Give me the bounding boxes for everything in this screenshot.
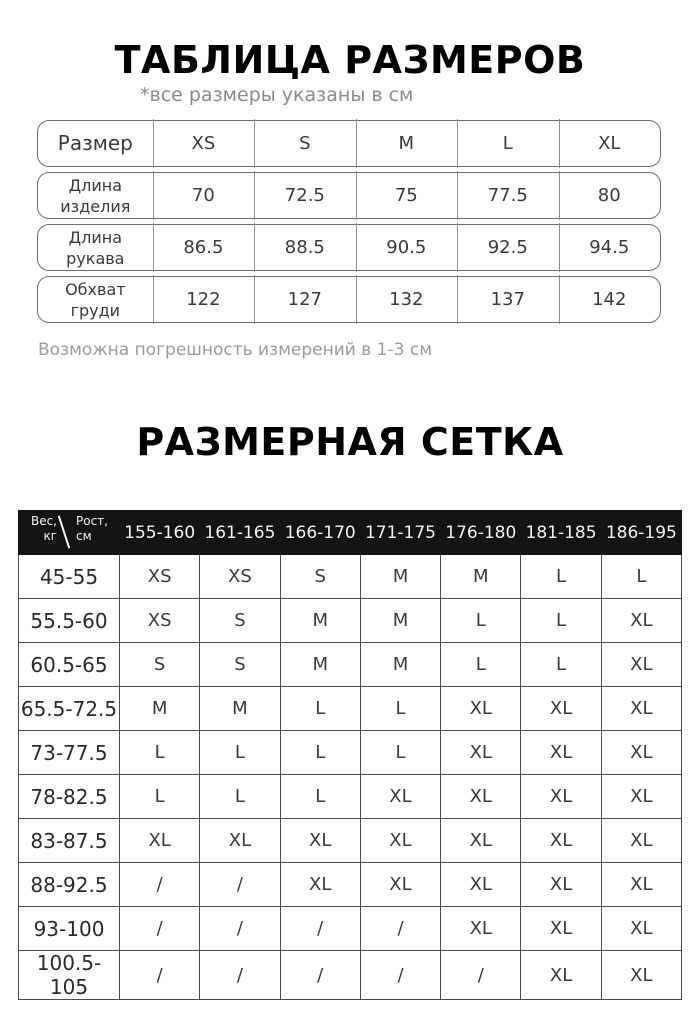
size-cell: / xyxy=(360,907,440,951)
size-cell: M xyxy=(360,555,440,599)
size-header-cell: M xyxy=(356,133,457,154)
size-table-title: ТАБЛИЦА РАЗМЕРОВ xyxy=(114,38,586,82)
table-row xyxy=(19,819,682,863)
size-cell: / xyxy=(200,951,280,1000)
size-cell: L xyxy=(521,555,601,599)
size-cell: XL xyxy=(521,775,601,819)
height-column-header: 186-195 xyxy=(601,511,681,555)
row-cell: 80 xyxy=(559,185,660,206)
size-cell: / xyxy=(120,863,200,907)
size-cell: XL xyxy=(521,731,601,775)
size-cell: L xyxy=(120,731,200,775)
size-grid-header-row xyxy=(19,511,682,555)
row-cell: 72.5 xyxy=(254,185,355,206)
size-table-row-chest xyxy=(37,276,661,323)
size-cell: XL xyxy=(280,819,360,863)
row-label: Длина изделия xyxy=(60,175,131,216)
size-cell: XL xyxy=(360,819,440,863)
size-grid-title: РАЗМЕРНАЯ СЕТКА xyxy=(136,420,564,464)
size-cell: XL xyxy=(601,951,681,1000)
row-cell: 94.5 xyxy=(559,237,660,258)
size-cell: / xyxy=(200,863,280,907)
size-table-row-sleeve xyxy=(37,224,661,271)
size-cell: L xyxy=(360,731,440,775)
size-cell: S xyxy=(200,643,280,687)
size-cell: L xyxy=(200,731,280,775)
size-cell: L xyxy=(441,599,521,643)
size-cell: XL xyxy=(200,819,280,863)
row-cell: 132 xyxy=(356,289,457,310)
height-column-header: 176-180 xyxy=(441,511,521,555)
size-cell: M xyxy=(360,643,440,687)
row-cell: 86.5 xyxy=(153,237,254,258)
size-cell: S xyxy=(200,599,280,643)
size-header-cell: S xyxy=(254,133,355,154)
table-row xyxy=(19,775,682,819)
size-cell: XL xyxy=(601,599,681,643)
weight-cell: 93-100 xyxy=(19,907,120,951)
height-column-header: 181-185 xyxy=(521,511,601,555)
size-cell: XS xyxy=(200,555,280,599)
size-cell: XL xyxy=(521,819,601,863)
table-row xyxy=(19,907,682,951)
size-cell: / xyxy=(280,907,360,951)
size-cell: M xyxy=(200,687,280,731)
size-cell: XL xyxy=(441,907,521,951)
size-cell: L xyxy=(280,731,360,775)
row-cell: 127 xyxy=(254,289,355,310)
size-cell: XL xyxy=(521,951,601,1000)
size-cell: XL xyxy=(601,687,681,731)
height-axis-label: Рост, см xyxy=(76,514,108,543)
height-column-header: 161-165 xyxy=(200,511,280,555)
size-header-cell: L xyxy=(457,133,558,154)
row-cell: 70 xyxy=(153,185,254,206)
size-cell: XL xyxy=(601,643,681,687)
size-cell: L xyxy=(601,555,681,599)
size-cell: S xyxy=(280,555,360,599)
size-cell: XL xyxy=(601,819,681,863)
size-cell: XL xyxy=(601,731,681,775)
size-header-cell: XS xyxy=(153,133,254,154)
size-cell: XL xyxy=(280,863,360,907)
size-cell: XL xyxy=(521,863,601,907)
size-cell: M xyxy=(280,643,360,687)
size-cell: XL xyxy=(360,863,440,907)
weight-cell: 88-92.5 xyxy=(19,863,120,907)
size-cell: XL xyxy=(601,775,681,819)
row-cell: 142 xyxy=(559,289,660,310)
size-cell: / xyxy=(120,951,200,1000)
size-cell: M xyxy=(360,599,440,643)
size-table-header-row xyxy=(37,120,661,167)
table-row xyxy=(19,687,682,731)
size-cell: L xyxy=(441,643,521,687)
weight-cell: 60.5-65 xyxy=(19,643,120,687)
size-cell: L xyxy=(280,687,360,731)
size-cell: L xyxy=(120,775,200,819)
row-label: Длина рукава xyxy=(66,227,125,268)
size-cell: XL xyxy=(441,775,521,819)
weight-axis-label: Вес, кг xyxy=(30,514,57,543)
corner-header xyxy=(19,511,120,555)
weight-cell: 100.5-105 xyxy=(19,951,120,1000)
size-cell: M xyxy=(441,555,521,599)
size-cell: L xyxy=(280,775,360,819)
size-cell: S xyxy=(120,643,200,687)
row-cell: 88.5 xyxy=(254,237,355,258)
table-row xyxy=(19,555,682,599)
size-cell: L xyxy=(521,643,601,687)
size-cell: XL xyxy=(120,819,200,863)
size-cell: / xyxy=(120,907,200,951)
size-cell: XS xyxy=(120,599,200,643)
size-cell: XL xyxy=(360,775,440,819)
size-cell: / xyxy=(360,951,440,1000)
table-row xyxy=(19,643,682,687)
weight-cell: 55.5-60 xyxy=(19,599,120,643)
size-cell: L xyxy=(200,775,280,819)
row-cell: 75 xyxy=(356,185,457,206)
table-row xyxy=(19,951,682,1000)
size-cell: M xyxy=(280,599,360,643)
table-row xyxy=(19,731,682,775)
weight-cell: 78-82.5 xyxy=(19,775,120,819)
weight-cell: 65.5-72.5 xyxy=(19,687,120,731)
weight-cell: 83-87.5 xyxy=(19,819,120,863)
size-cell: XL xyxy=(441,731,521,775)
weight-cell: 73-77.5 xyxy=(19,731,120,775)
size-cell: / xyxy=(200,907,280,951)
table-row xyxy=(19,599,682,643)
row-label: Обхват груди xyxy=(65,279,126,320)
size-table-row-length xyxy=(37,172,661,219)
size-cell: L xyxy=(521,599,601,643)
row-cell: 90.5 xyxy=(356,237,457,258)
size-cell: / xyxy=(280,951,360,1000)
table-row xyxy=(19,863,682,907)
weight-cell: 45-55 xyxy=(19,555,120,599)
row-cell: 77.5 xyxy=(457,185,558,206)
size-cell: XS xyxy=(120,555,200,599)
size-cell: XL xyxy=(601,907,681,951)
size-grid-table xyxy=(18,510,682,1000)
row-cell: 92.5 xyxy=(457,237,558,258)
size-cell: M xyxy=(120,687,200,731)
size-header-cell: XL xyxy=(559,133,660,154)
height-column-header: 166-170 xyxy=(280,511,360,555)
row-cell: 122 xyxy=(153,289,254,310)
size-cell: XL xyxy=(441,687,521,731)
height-column-header: 171-175 xyxy=(360,511,440,555)
size-cell: XL xyxy=(521,907,601,951)
height-column-header: 155-160 xyxy=(120,511,200,555)
size-cell: XL xyxy=(601,863,681,907)
size-cell: XL xyxy=(521,687,601,731)
size-cell: L xyxy=(360,687,440,731)
row-cell: 137 xyxy=(457,289,558,310)
size-header-label: Размер xyxy=(57,131,133,155)
measurement-note: Возможна погрешность измерений в 1-3 см xyxy=(38,340,433,360)
size-cell: XL xyxy=(441,819,521,863)
size-table-subtitle: *все размеры указаны в см xyxy=(140,84,414,106)
size-cell: XL xyxy=(441,863,521,907)
size-cell: / xyxy=(441,951,521,1000)
diagonal-divider xyxy=(58,516,70,549)
